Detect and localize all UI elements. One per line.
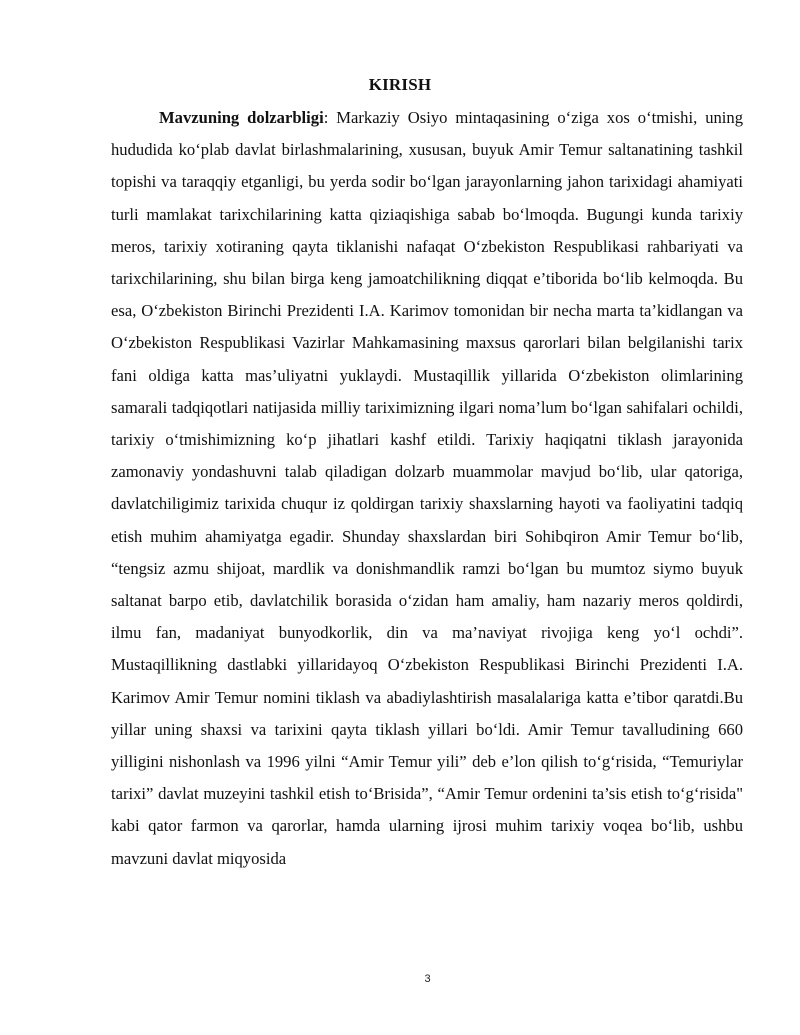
paragraph-text: : Markaziy Osiyo mintaqasining o‘ziga xos o‘tmishi, uning hududida ko‘plab davlat birlashmalarining, xususan, buyuk Amir Temur saltanatining tashkil topishi va taraqqiy etganligi, bu yerda sodir bo‘lgan jarayonlarning jahon tarixidagi ahamiyati turli mamlakat tarixchilarining katta qiziaqishiga sabab bo‘lmoqda. Bugungi kunda tarixiy meros, tarixiy xotiraning qayta tiklanishi nafaqat O‘zbekiston Respublikasi rahbariyati va tarixchilarining, shu bilan birga keng jamoatchilikning diqqat e’tiborida bo‘lib kelmoqda. Bu esa, O‘zbekiston Birinchi Prezidenti I.A. Karimov tomonidan bir necha marta ta’kidlangan va O‘zbekiston Respublikasi Vazirlar Mahkamasining maxsus qarorlari bilan belgilanishi tarix fani oldiga katta mas’uliyatni yuklaydi. Mustaqillik yillarida O‘zbekiston olimlarining samarali tadqiqotlari natijasida milliy tariximizning ilgari noma’lum bo‘lgan sahifalari ochildi, tarixiy o‘tmishimizning ko‘p jihatlari kashf etildi. Tarixiy haqiqatni tiklash jarayonida zamonaviy yondashuvni talab qiladigan dolzarb muammolar mavjud bo‘lib, ular qatoriga, davlatchiligimiz tarixida chuqur iz qoldirgan tarixiy shaxslarning hayoti va faoliyatini tadqiq etish muhim ahamiyatga egadir. Shunday shaxslardan biri Sohibqiron Amir Temur bo‘lib, “tengsiz azmu shijoat, mardlik va donishmandlik ramzi bo‘lgan bu mumtoz siymo buyuk saltanat barpo etib, davlatchilik borasida o‘zidan ham amaliy, ham nazariy meros qoldirdi, ilmu fan, madaniyat bunyodkorlik, din va ma’naviyat rivojiga keng yo‘l ochdi”. Mustaqillikning dastlabki yillaridayoq O‘zbekiston Respublikasi Birinchi Prezidenti I.A. Karimov Amir Temur nomini tiklash va abadiylashtirish masalalariga katta e’tibor qaratdi.Bu yillar uning shaxsi va tarixini qayta tiklash yillari bo‘ldi. Amir Temur tavalludining 660 yilligini nishonlash va 1996 yilni “Amir Temur yili” deb e’lon qilish to‘g‘risida, “Temuriylar tarixi” davlat muzeyini tashkil etish to‘Brisida”, “Amir Temur ordenini ta’sis etish to‘g‘risida" kabi qator farmon va qarorlar, hamda ularning ijrosi muhim tarixiy voqea bo‘lib, ushbu mavzuni davlat miqyosida [111,108,743,868]
section-title: KIRISH [368,75,432,94]
lead-term: Mavzuning dolzarbligi [159,108,324,127]
page-number: 3 [424,973,431,985]
body-paragraph [111,102,743,875]
